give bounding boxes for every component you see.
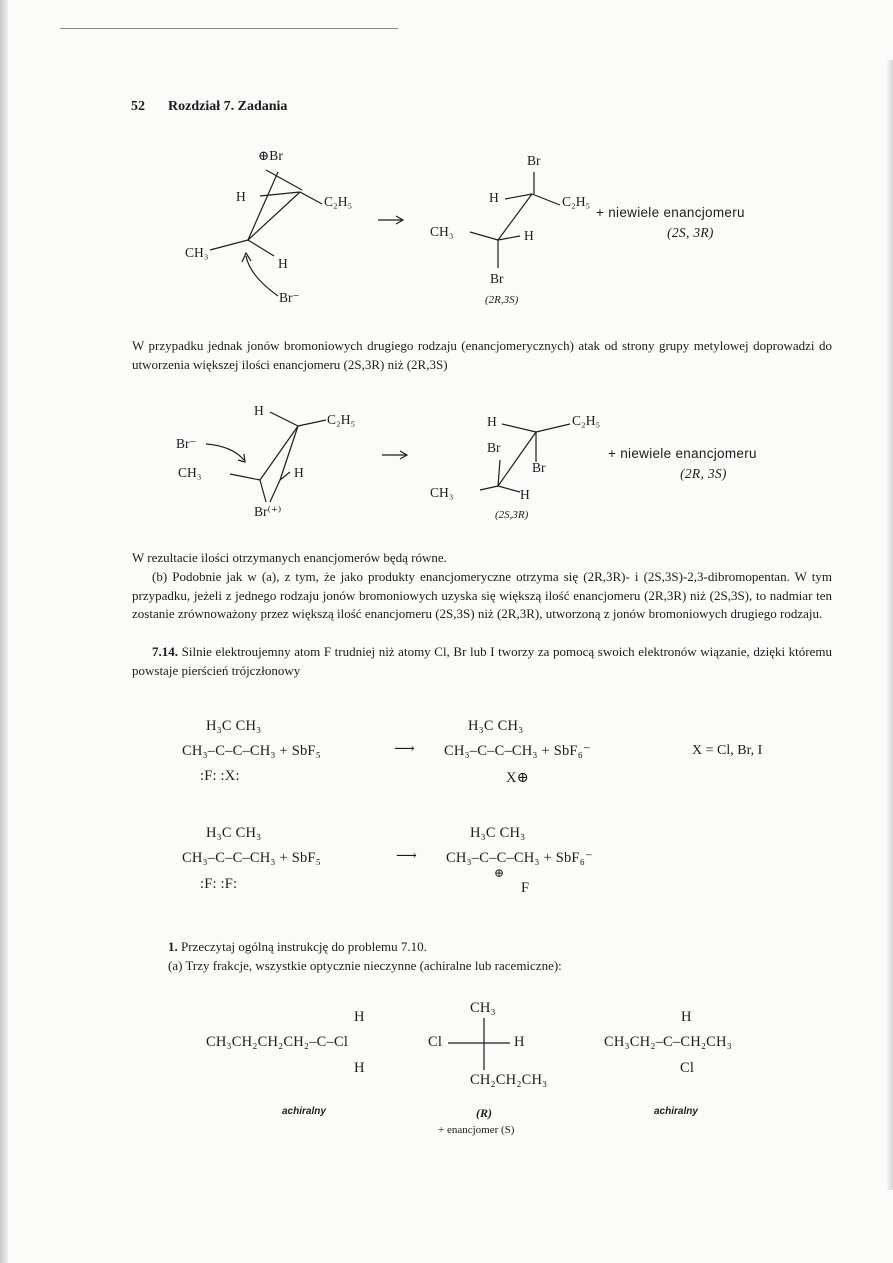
page-number: 52 bbox=[131, 99, 145, 114]
s3-top: H bbox=[681, 1009, 692, 1025]
s3-main: CH₃CH₂–C–CH₂CH₃ bbox=[604, 1034, 732, 1050]
s1-ethyl: C₂H₅ bbox=[324, 194, 353, 209]
eq1-arrow: ⟶ bbox=[394, 741, 415, 757]
s1-main: CH₃CH₂CH₂CH₂–C–Cl bbox=[206, 1034, 349, 1050]
p1-methyl: CH₃ bbox=[430, 224, 454, 239]
p2-br2: Br bbox=[532, 460, 546, 475]
s2-bromonium: Br⁽⁺⁾ bbox=[254, 504, 282, 519]
eq2-arrow: ⟶ bbox=[396, 848, 417, 864]
eq1-reactant-bottom: :F: :X: bbox=[200, 768, 240, 784]
p1-config: (2R,3S) bbox=[485, 294, 519, 306]
item-1-number: 1. bbox=[168, 939, 178, 954]
s2-nucleophile: Br⁻ bbox=[176, 436, 197, 451]
eq2-reactant-main: CH₃–C–C–CH₃ + SbF₅ bbox=[182, 850, 321, 866]
eq2-product-charge: ⊕ bbox=[494, 866, 505, 880]
paragraph-4-number: 7.14. bbox=[152, 644, 178, 659]
p2-ethyl: C₂H₅ bbox=[572, 413, 601, 428]
p1-h2: H bbox=[524, 228, 534, 243]
scheme1-note-line1: + niewiele enancjomeru bbox=[596, 205, 745, 220]
s1-bromonium-label: ⊕Br bbox=[258, 148, 283, 163]
s3-caption: achiralny bbox=[654, 1106, 698, 1117]
eq1-reactant-main: CH₃–C–C–CH₃ + SbF₅ bbox=[182, 743, 321, 759]
p1-br-bottom: Br bbox=[490, 271, 504, 286]
eq2-product-top: H₃C CH₃ bbox=[470, 825, 526, 841]
p2-br1: Br bbox=[487, 440, 501, 455]
s1-top: H bbox=[354, 1009, 365, 1025]
s2-bottom: CH₂CH₂CH₃ bbox=[470, 1072, 548, 1088]
p1-ethyl: C₂H₅ bbox=[562, 194, 591, 209]
s2-ethyl: C₂H₅ bbox=[327, 412, 356, 427]
p1-h: H bbox=[489, 190, 499, 205]
s2-h-top: H bbox=[254, 403, 264, 418]
s2-h-right: H bbox=[294, 465, 304, 480]
p2-methyl: CH₃ bbox=[430, 485, 454, 500]
scheme2-note-line2: (2R, 3S) bbox=[680, 466, 727, 481]
p2-config: (2S,3R) bbox=[495, 509, 529, 521]
s1-h-right: H bbox=[278, 256, 288, 271]
s1-h-left: H bbox=[236, 189, 246, 204]
eq1-product-top: H₃C CH₃ bbox=[468, 718, 524, 734]
s3-bottom: Cl bbox=[680, 1060, 695, 1076]
s1-bottom: H bbox=[354, 1060, 365, 1076]
scheme1-note-line2: (2S, 3R) bbox=[667, 225, 714, 240]
eq2-reactant-bottom: :F: :F: bbox=[200, 876, 238, 892]
eq1-product-bottom: X⊕ bbox=[506, 770, 530, 786]
scheme2-note-line1: + niewiele enancjomeru bbox=[608, 446, 757, 461]
paragraph-3: (b) Podobnie jak w (a), z tym, że jako produkty enancjomeryczne otrzyma się (2R,3R)- i (2S,3S)-2,3-dibromopentan. W tym przypadku, jeżeli z jednego rodzaju jonów bromoniowych uzyska się większą ilość enancjomeru (2R,3R) niż (2S,3S), to nadmiar ten zostanie zrównoważony przez większą ilość enancjomeru (2S,3S) niż (2R,3R), utworzoną z jonów bromoniowych drugiego rodzaju. bbox=[132, 569, 832, 622]
eq2-product-bottom: F bbox=[521, 880, 530, 896]
item-1a: (a) Trzy frakcje, wszystkie optycznie nieczynne (achiralne lub racemiczne): bbox=[168, 958, 562, 973]
item-1-text: Przeczytaj ogólną instrukcję do problemu 7.10. bbox=[181, 939, 427, 954]
s1-caption: achiralny bbox=[282, 1106, 326, 1117]
eq2-product-main: CH₃–C–C–CH₃ + SbF₆⁻ bbox=[446, 850, 593, 866]
s2-caption: (R) bbox=[476, 1106, 492, 1120]
eq1-product-main: CH₃–C–C–CH₃ + SbF₆⁻ bbox=[444, 743, 591, 759]
p2-h2: H bbox=[520, 487, 530, 502]
paragraph-1: W przypadku jednak jonów bromoniowych drugiego rodzaju (enancjomerycznych) atak od strony grupy metylowej doprowadzi do utworzenia większej ilości enancjomeru (2S,3R) niż (2R,3S) bbox=[132, 338, 832, 372]
p2-h: H bbox=[487, 414, 497, 429]
s2-left: Cl bbox=[428, 1034, 443, 1050]
chapter-title: Rozdział 7. Zadania bbox=[168, 99, 288, 114]
p1-br-top: Br bbox=[527, 153, 541, 168]
s2-top: CH₃ bbox=[470, 1000, 496, 1016]
eq1-reactant-top: H₃C CH₃ bbox=[206, 718, 262, 734]
eq1-x-note: X = Cl, Br, I bbox=[692, 743, 763, 758]
paragraph-4-text: Silnie elektroujemny atom F trudniej niż atomy Cl, Br lub I tworzy za pomocą swoich elektronów wiązanie, dzięki któremu powstaje pierścień trójczłonowy bbox=[132, 644, 833, 678]
s2-caption2: + enancjomer (S) bbox=[438, 1124, 515, 1136]
s2-right: H bbox=[514, 1034, 525, 1050]
s1-nucleophile: Br⁻ bbox=[279, 290, 300, 305]
s1-methyl: CH₃ bbox=[185, 245, 209, 260]
eq2-reactant-top: H₃C CH₃ bbox=[206, 825, 262, 841]
paragraph-2: W rezultacie ilości otrzymanych enancjomerów będą równe. bbox=[132, 550, 447, 565]
s2-methyl: CH₃ bbox=[178, 465, 202, 480]
